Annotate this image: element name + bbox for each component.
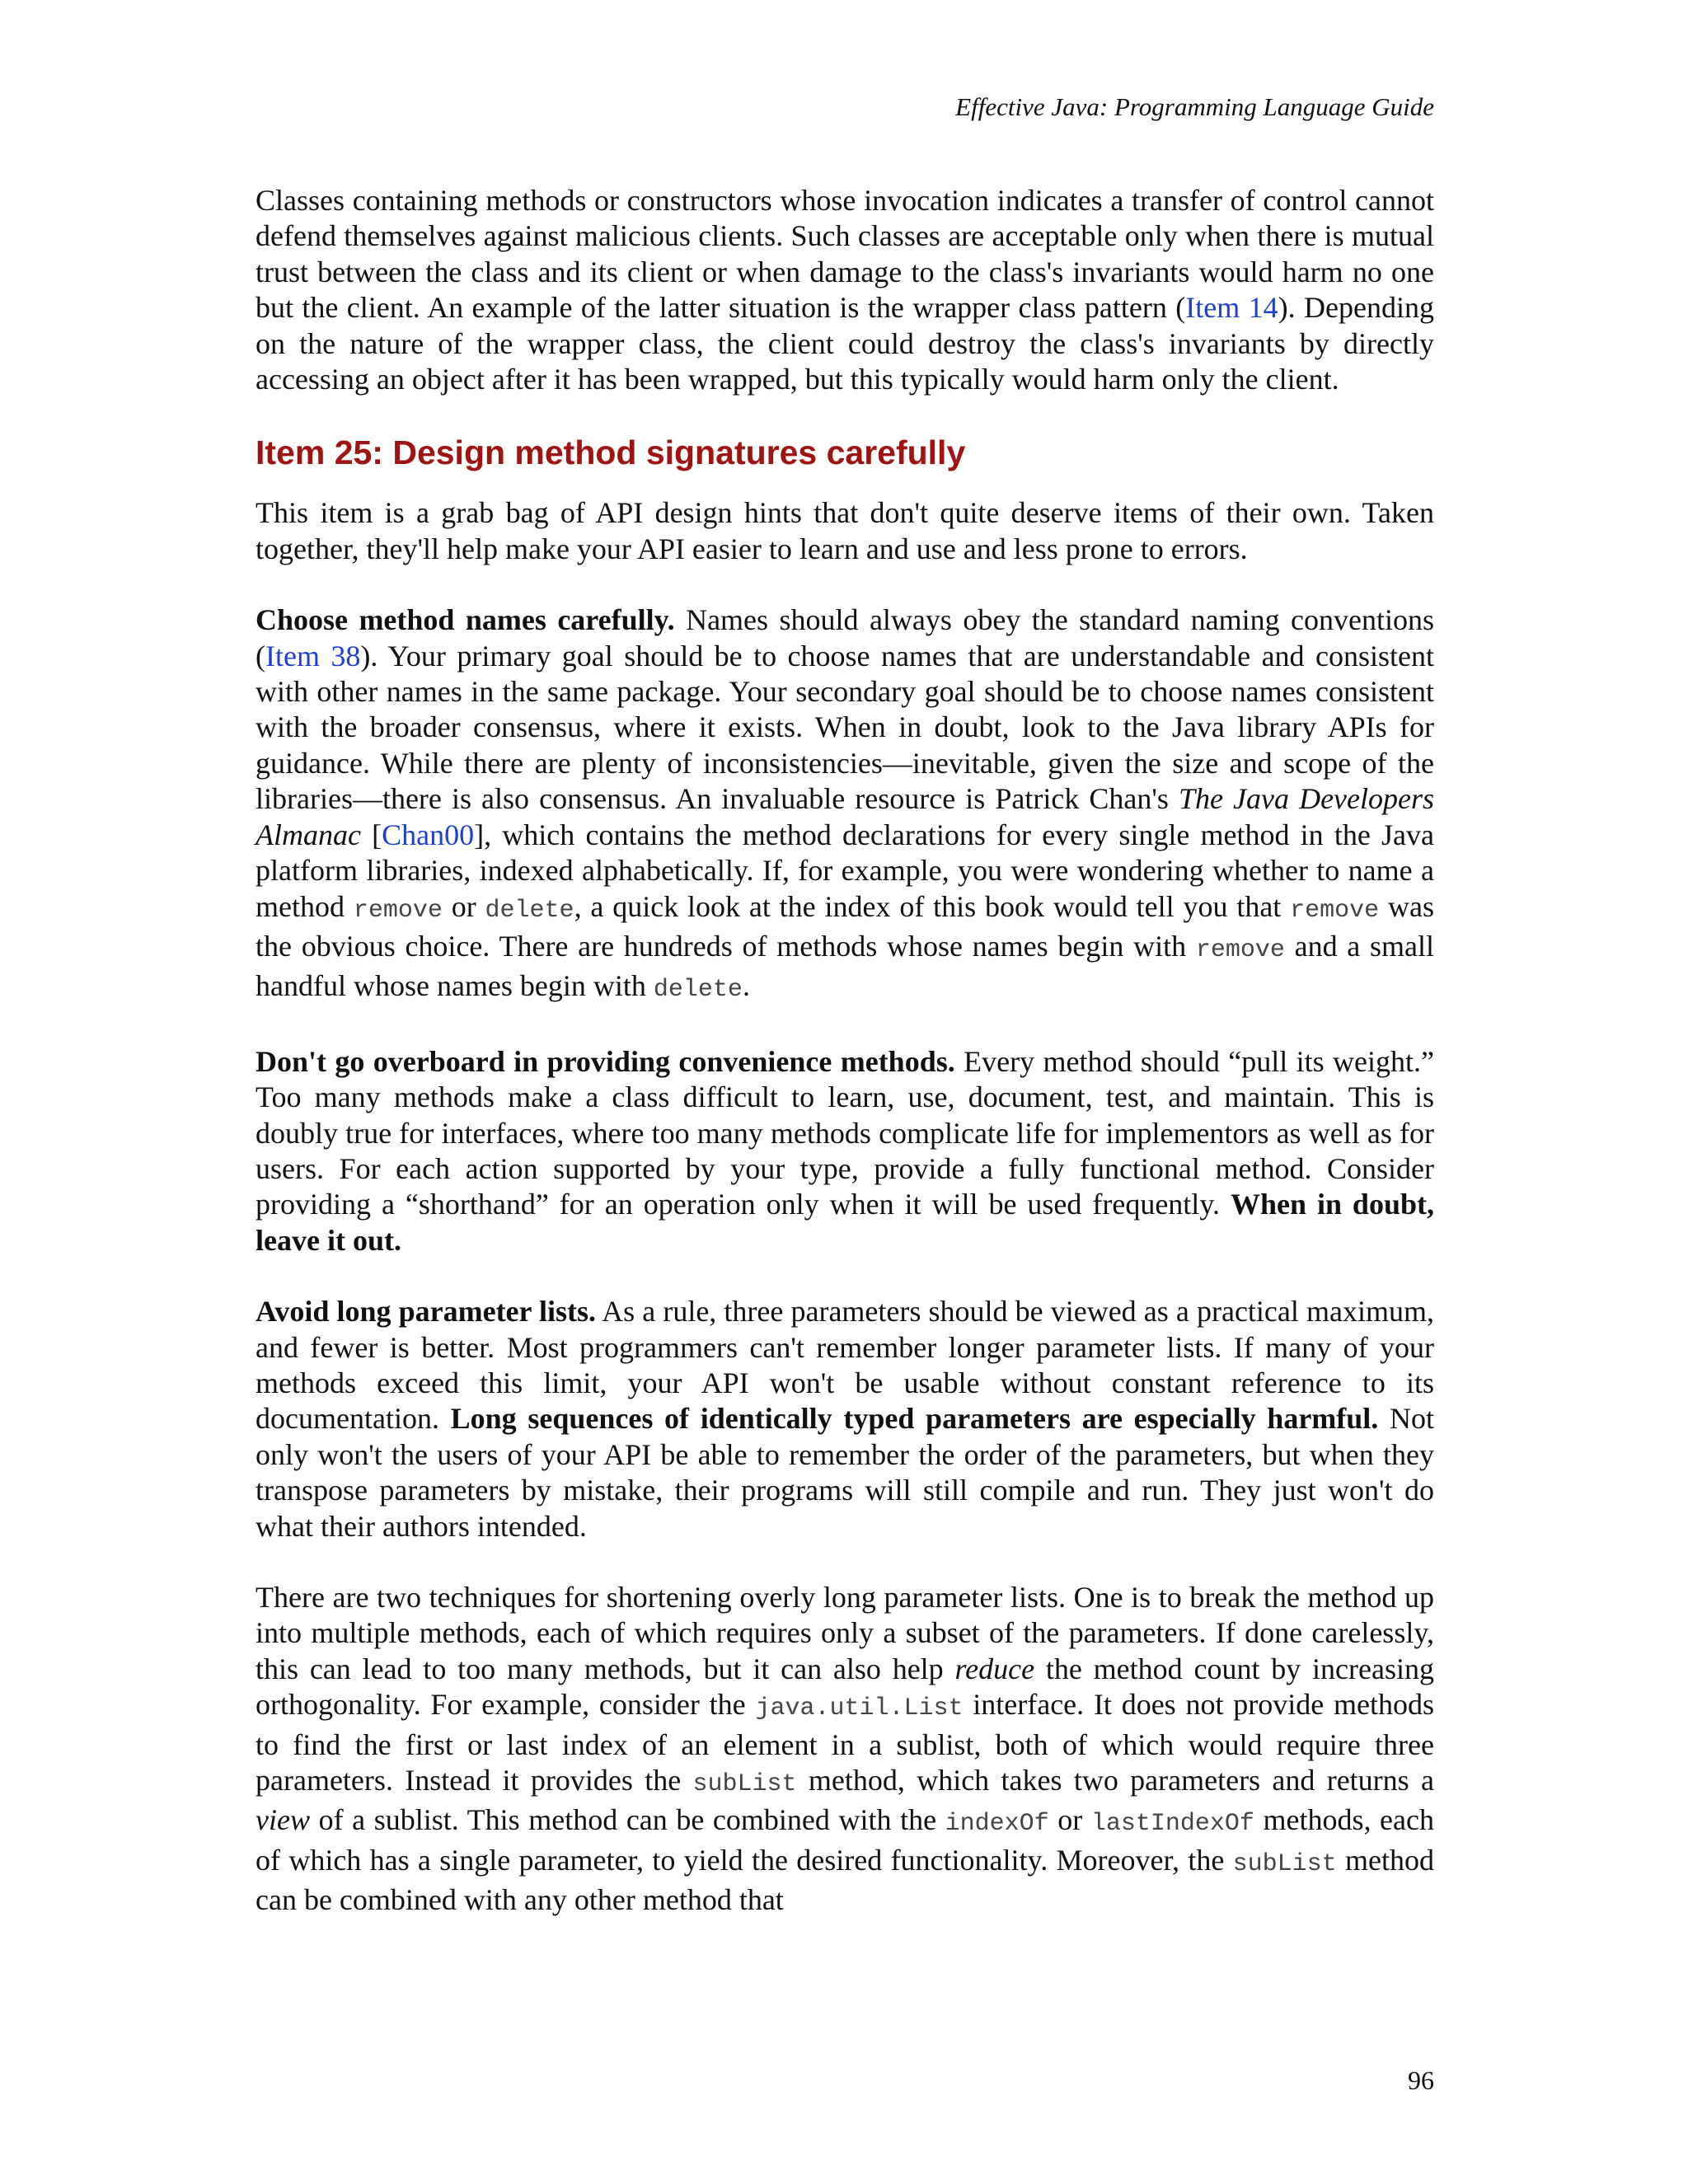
- code-remove: remove: [353, 896, 443, 925]
- code-lastindexof: lastIndexOf: [1090, 1810, 1254, 1839]
- parameter-lists-lead: Avoid long parameter lists.: [256, 1295, 596, 1329]
- page-body: [256, 183, 1434, 1919]
- chan00-citation-link[interactable]: Chan00: [382, 818, 475, 851]
- code-sublist: subList: [1232, 1849, 1337, 1878]
- code-indexof: indexOf: [945, 1810, 1049, 1839]
- intro-paragraph: Classes containing methods or constructors whose invocation indicates a transfer of control cannot defend themselves against malicious clients. Such classes are acceptable only when there is mutual trust between the class and its client or when damage to the class's invariants would harm no one but the client. An example of the latter situation is the wrapper class pattern (Item 14). Depending on the nature of the wrapper class, the client could destroy the class's invariants by directly accessing an object after it has been wrapped, but this typically would harm only the client.: [256, 184, 1434, 396]
- section-intro-paragraph: This item is a grab bag of API design hints that don't quite deserve items of their own. Taken together, they'll help make your API easier to learn and use and less prone to errors.: [256, 496, 1434, 565]
- running-header: Effective Java: Programming Language Guide: [955, 92, 1434, 121]
- convenience-conclusion: When in doubt, leave it out.: [256, 1188, 1434, 1257]
- item-38-link[interactable]: Item 38: [265, 639, 361, 673]
- page-number: 96: [1408, 2065, 1434, 2095]
- emphasis-view: view: [256, 1803, 310, 1837]
- convenience-paragraph: Don't go overboard in providing convenience methods. Every method should “pull its weight.” Too many methods make a class difficult to learn, use, document, test, and maintain. This is doubly true for interfaces, where too many methods complicate life for implementors as well as for users. For each action supported by your type, provide a fully functional method. Consider providing a “shorthand” for an operation only when it will be used frequently. When in doubt, leave it out.: [256, 1044, 1435, 1257]
- item-14-link[interactable]: Item 14: [1185, 291, 1278, 325]
- method-names-paragraph: Choose method names carefully. Names should always obey the standard naming conventions (Item 38). Your primary goal should be to choose names that are understandable and consistent with other names in the same package. Your secondary goal should be to choose names consistent with the broader consensus, where it exists. When in doubt, look to the Java library APIs for guidance. While there are plenty of inconsistencies—inevitable, given the size and scope of the libraries—there is also consensus. An invaluable resource is Patrick Chan's The Java Developers Almanac [Chan00], which contains the method declarations for every single method in the Java platform libraries, indexed alphabetically. If, for example, you were wondering whether to name a method remove or delete, a quick look at the index of this book would tell you that remove was the obvious choice. There are hundreds of methods whose names begin with remove and a small handful whose names begin with delete.: [256, 603, 1435, 1005]
- book-title: The Java Developers Almanac: [256, 782, 1435, 851]
- method-names-lead: Choose method names carefully.: [256, 603, 675, 637]
- code-sublist: subList: [692, 1770, 797, 1799]
- code-remove: remove: [1195, 935, 1285, 964]
- identical-params-warning: Long sequences of identically typed parameters are especially harmful.: [450, 1402, 1379, 1436]
- code-remove: remove: [1290, 896, 1380, 925]
- code-delete: delete: [653, 976, 743, 1005]
- code-java-util-list: java.util.List: [755, 1694, 964, 1723]
- convenience-lead: Don't go overboard in providing convenience methods.: [256, 1044, 955, 1078]
- emphasis-reduce: reduce: [954, 1652, 1035, 1685]
- parameter-lists-paragraph: Avoid long parameter lists. As a rule, three parameters should be viewed as a practical maximum, and fewer is better. Most programmers can't remember longer parameter lists. If many of your methods exceed this limit, your API won't be usable without constant reference to its documentation. Long sequences of identically typed parameters are especially harmful. Not only won't the users of your API be able to remember the order of the parameters, but when they transpose parameters by mistake, their programs will still compile and run. They just won't do what their authors intended.: [256, 1295, 1434, 1543]
- code-delete: delete: [485, 896, 574, 925]
- techniques-paragraph: There are two techniques for shortening overly long parameter lists. One is to break the method up into multiple methods, each of which requires only a subset of the parameters. If done carelessly, this can lead to too many methods, but it can also help reduce the method count by increasing orthogonality. For example, consider the java.util.List interface. It does not provide methods to find the first or last index of an element in a sublist, both of which would require three parameters. Instead it provides the subList method, which takes two parameters and returns a view of a sublist. This method can be combined with the indexOf or lastIndexOf methods, each of which has a single parameter, to yield the desired functionality. Moreover, the subList method can be combined with any other method that: [256, 1581, 1434, 1917]
- section-heading: Item 25: Design method signatures carefully: [256, 434, 966, 472]
